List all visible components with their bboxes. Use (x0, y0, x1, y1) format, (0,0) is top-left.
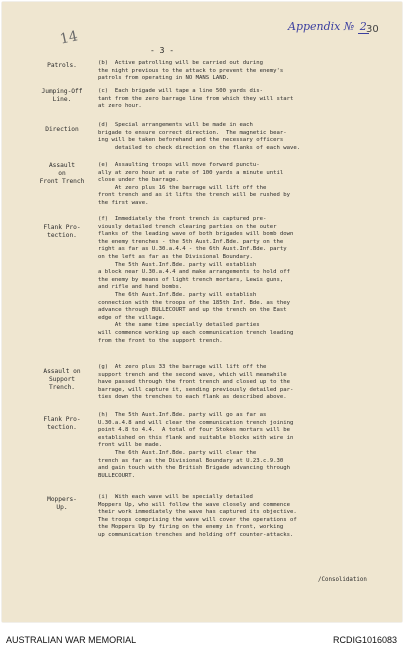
appendix-label: Appendix № (288, 20, 355, 33)
handwritten-number: 14 (58, 28, 80, 48)
footer-record-id: RCDIG1016083 (332, 635, 397, 645)
archive-footer (0, 624, 405, 654)
section-text-assault-support: (g) At zero plus 33 the barrage will lift off the support trench and the second wave, which will meanwhile have passed through the front trench and closed up to the barrage, will capture it, sending previously detailed par- ties down the trenches to each flank as described above. (98, 364, 294, 401)
section-label-assault-support: Assault on Support Trench. (43, 368, 81, 391)
section-label-moppers-up: Moppers- Up. (47, 496, 77, 511)
section-label-flank-protection-1: Flank Pro- tection. (43, 224, 81, 239)
section-text-flank-protection-1: (f) Immediately the front trench is captured pre- viously detailed trench clearing parties on the outer flanks of the leading wave of both brigades will bomb down the enemy trenches - the 5th Aust.Inf.Bde. party on the right as far as U.30.a.4.4 - the 6th Aust.Inf.Bde. party on the left as far as the Divisional Boundary. The 5th Aust.Inf.Bde. party will establish a block near U.30.a.4.4 and make arrangements to hold off the enemy by means of light trench mortars, Lewis guns, and rifle and hand bombs. The 6th Aust.Inf.Bde. party will establish connection with the troops of the 185th Inf. Bde. as they advance through BULLECOURT and up the trench on the East edge of the village. At the same time specially detailed parties will commence working up each communication trench leading from the front to the support trench. (98, 216, 294, 344)
section-text-moppers-up: (i) With each wave will be specially detailed Moppers Up, who will follow the wave closely and commence their work immediately the wave has captured its objective. The troops comprising the wave will cover the operations of the Moppers Up by firing on the enemy in front, working up communication trenches and holding off counter-attacks. (98, 494, 297, 538)
page-number: - 3 - (150, 46, 175, 55)
section-text-assault-front: (e) Assaulting troops will move forward punctu- ally at zero hour at a rate of 100 yards a minute until close under the barrage. At zero plus 16 the barrage will lift off the front trench and as it lifts the trench will be rushed by the first wave. (98, 162, 290, 206)
section-label-assault-front: Assault on Front Trench (39, 162, 85, 185)
section-text-direction: (d) Special arrangements will be made in each brigade to ensure correct direction. The magnetic bear- ing will be taken beforehand and the necessary officers detailed to check direction on the flanks of each wave. (98, 122, 301, 151)
document-page (2, 2, 402, 622)
folio-number: 30 (366, 24, 379, 35)
section-text-jumping-off: (c) Each brigade will tape a line 500 yards dis- tant from the zero barrage line from which they will start at zero hour. (98, 88, 294, 110)
section-label-patrols: Patrols. (47, 62, 77, 69)
appendix-annotation (288, 20, 369, 33)
footer-institution: AUSTRALIAN WAR MEMORIAL (6, 635, 137, 645)
section-label-jumping-off: Jumping-Off Line. (41, 88, 83, 103)
section-label-flank-protection-2: Flank Pro- tection. (43, 416, 81, 431)
section-text-patrols: (b) Active patrolling will be carried out during the night previous to the attack to prevent the enemy's patrols from operating in NO MANS LAND. (98, 60, 284, 82)
section-label-direction: Direction (45, 126, 79, 133)
appendix-number: 2 (359, 20, 367, 33)
signoff-catchword: /Consolidation (318, 577, 367, 583)
section-text-flank-protection-2: (h) The 5th Aust.Inf.Bde. party will go as far as U.30.a.4.8 and will clear the communication trench joining point 4.8 to 4.4. A total of four Stokes mortars will be established on this flank and suitable blocks with wire in front will be made. The 6th Aust.Inf.Bde. party will clear the trench as far as the Divisional Boundary at U.23.c.9.30 and gain touch with the British Brigade advancing through BULLECOURT. (98, 412, 294, 479)
